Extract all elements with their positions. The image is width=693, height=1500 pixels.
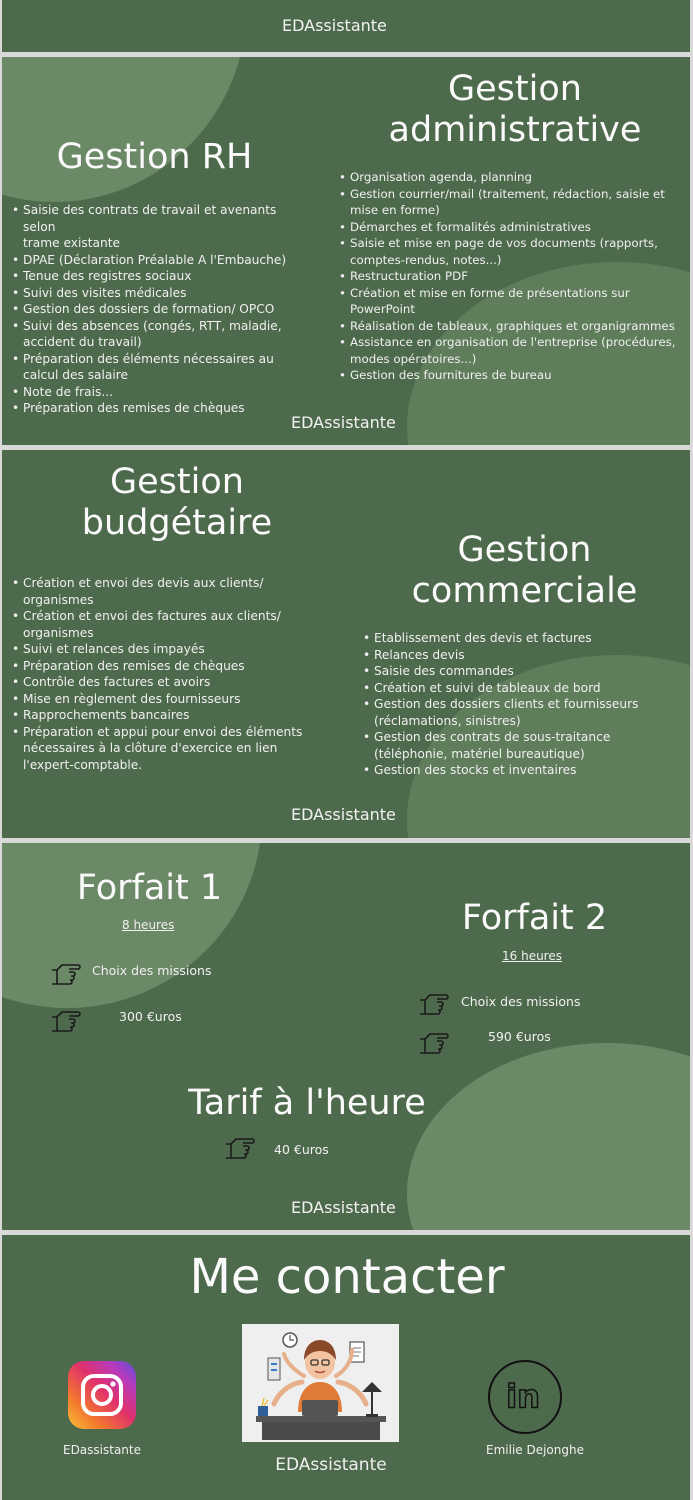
linkedin-link[interactable] [488, 1360, 562, 1434]
admin-list [339, 169, 687, 384]
instagram-icon [68, 1361, 136, 1429]
forfait1-missions: Choix des missions [92, 963, 212, 978]
list-item: • Organisation agenda, planning [339, 169, 687, 186]
list-item: • Tenue des registres sociaux [12, 268, 302, 285]
instagram-link[interactable] [68, 1361, 136, 1429]
header-brand: EDAssistante [282, 16, 387, 35]
list-item: • Préparation et appui pour envoi des éléments nécessaires à la clôture d'exercice en lien l'expert-comptable. [12, 724, 322, 774]
contact-title: Me contacter [189, 1249, 505, 1305]
pointing-hand-icon [418, 1030, 452, 1058]
forfait2-price: 590 €uros [488, 1029, 551, 1044]
list-item: • Démarches et formalités administratives [339, 219, 687, 236]
list-item: • Contrôle des factures et avoirs [12, 674, 322, 691]
panel-contact [2, 1235, 690, 1500]
list-item: • Gestion des fournitures de bureau [339, 367, 687, 384]
list-item: • Gestion courrier/mail (traitement, rédaction, saisie et mise en forme) [339, 186, 687, 219]
panel-brand: EDAssistante [291, 805, 396, 824]
instagram-label: EDassistante [62, 1443, 142, 1457]
panel-pricing [2, 843, 690, 1230]
list-item: • Gestion des dossiers de formation/ OPCO [12, 301, 302, 318]
pointing-hand-icon [50, 1008, 84, 1036]
hourly-price: 40 €uros [274, 1142, 329, 1157]
list-item: • Préparation des remises de chèques [12, 400, 302, 417]
list-item: • Création et envoi des factures aux clients/ organismes [12, 608, 322, 641]
forfait1-title: Forfait 1 [76, 868, 223, 908]
commercial-list [363, 630, 678, 779]
svg-text:in: in [506, 1377, 541, 1416]
assistant-illustration [242, 1324, 399, 1442]
header-bar [2, 0, 690, 52]
list-item: • Création et envoi des devis aux clients/ organismes [12, 575, 322, 608]
list-item: • Suivi des absences (congés, RTT, maladie, accident du travail) [12, 318, 302, 351]
list-item: • Relances devis [363, 647, 678, 664]
panel-rh-admin [2, 57, 690, 445]
decor-blob [2, 57, 247, 202]
pointing-hand-icon [50, 961, 84, 989]
forfait2-missions: Choix des missions [461, 994, 581, 1009]
list-item: • Saisie des commandes [363, 663, 678, 680]
budget-list [12, 575, 322, 773]
linkedin-icon [490, 1362, 560, 1432]
list-item: • Assistance en organisation de l'entreprise (procédures, modes opératoires...) [339, 334, 687, 367]
assistant-illustration-icon [242, 1324, 399, 1442]
forfait1-hours: 8 heures [122, 918, 175, 932]
list-item: • Gestion des stocks et inventaires [363, 762, 678, 779]
panel-brand: EDAssistante [291, 1198, 396, 1217]
forfait1-price: 300 €uros [119, 1009, 182, 1024]
hourly-title: Tarif à l'heure [188, 1083, 426, 1123]
center-brand: EDAssistante [275, 1455, 387, 1475]
list-item: • Préparation des remises de chèques [12, 658, 322, 675]
list-item: • Rapprochements bancaires [12, 707, 322, 724]
list-item: • Saisie et mise en page de vos documents (rapports, comptes-rendus, notes...) [339, 235, 687, 268]
list-item: • Saisie des contrats de travail et avenants selon trame existante [12, 202, 302, 252]
list-item: • Réalisation de tableaux, graphiques et organigrammes [339, 318, 687, 335]
list-item: • Restructuration PDF [339, 268, 687, 285]
list-item: • Gestion des dossiers clients et fournisseurs (réclamations, sinistres) [363, 696, 678, 729]
forfait2-title: Forfait 2 [461, 898, 608, 938]
list-item: • Note de frais... [12, 384, 302, 401]
list-item: • Suivi et relances des impayés [12, 641, 322, 658]
panel-brand: EDAssistante [291, 413, 396, 432]
rh-list [12, 202, 302, 417]
panel-budget-commercial [2, 450, 690, 838]
pointing-hand-icon [418, 991, 452, 1019]
budget-title: Gestion budgétaire [81, 462, 273, 544]
list-item: • Préparation des éléments nécessaires au calcul des salaire [12, 351, 302, 384]
list-item: • DPAE (Déclaration Préalable A l'Embauche) [12, 252, 302, 269]
commercial-title: Gestion commerciale [411, 530, 638, 612]
forfait2-hours: 16 heures [502, 949, 562, 963]
list-item: • Suivi des visites médicales [12, 285, 302, 302]
list-item: • Etablissement des devis et factures [363, 630, 678, 647]
decor-blob [407, 1043, 690, 1230]
list-item: • Mise en règlement des fournisseurs [12, 691, 322, 708]
list-item: • Création et mise en forme de présentations sur PowerPoint [339, 285, 687, 318]
pointing-hand-icon [224, 1135, 258, 1163]
list-item: • Gestion des contrats de sous-traitance (téléphonie, matériel bureautique) [363, 729, 678, 762]
linkedin-label: Emilie Dejonghe [486, 1443, 584, 1457]
admin-title: Gestion administrative [388, 69, 642, 151]
list-item: • Création et suivi de tableaux de bord [363, 680, 678, 697]
rh-title: Gestion RH [56, 137, 253, 177]
